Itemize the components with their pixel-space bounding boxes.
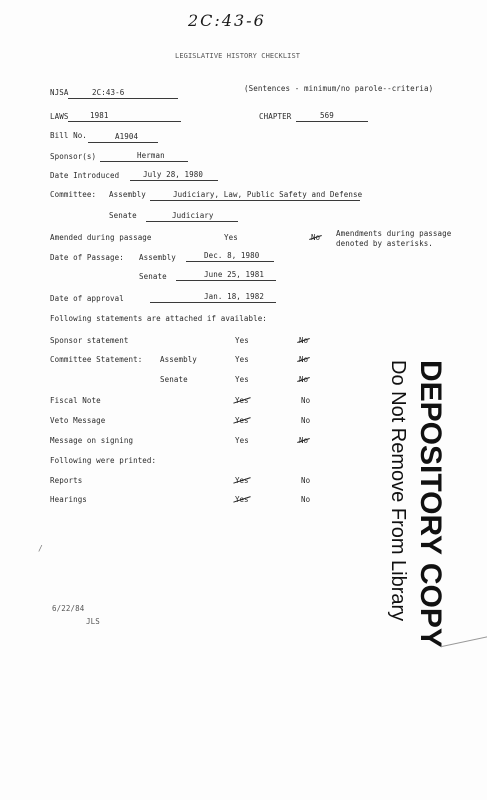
passage-senate-value: June 25, 1981: [204, 270, 264, 279]
attached-heading: Following statements are attached if available:: [50, 314, 267, 323]
row-message-signing-yes: Yes: [235, 436, 249, 445]
row-fiscal-note-no: No: [301, 396, 311, 405]
row-message-signing-no-struck: No: [299, 436, 309, 445]
row-fiscal-note-label: Fiscal Note: [50, 396, 101, 405]
printed-hearings-label: Hearings: [50, 495, 87, 504]
laws-value: 1981: [90, 111, 109, 120]
row-veto-message-yes-struck: Yes: [235, 416, 249, 425]
page-title: LEGISLATIVE HISTORY CHECKLIST: [175, 52, 301, 60]
printed-reports-no: No: [301, 476, 311, 485]
approval-underline: [150, 302, 276, 303]
date-introduced-label: Date Introduced: [50, 171, 120, 180]
row-veto-message-no: No: [301, 416, 311, 425]
row-committee-assembly-yes: Yes: [235, 355, 249, 364]
passage-senate-underline: [176, 280, 276, 281]
printed-heading: Following were printed:: [50, 456, 157, 465]
committee-assembly-label: Assembly: [109, 190, 146, 199]
amended-label: Amended during passage: [50, 233, 152, 242]
committee-senate-value: Judiciary: [172, 211, 214, 220]
handwritten-call-number: 2C:43-6: [188, 11, 266, 30]
scan-tick-mark: /: [38, 544, 43, 553]
row-message-signing-label: Message on signing: [50, 436, 134, 445]
bill-label: Bill No.: [50, 131, 87, 140]
printed-hearings-no: No: [301, 495, 311, 504]
njsa-underline: [68, 98, 178, 99]
row-committee-assembly-no-struck: No: [299, 355, 309, 364]
stamp-line-do-not-remove: Do Not Remove From Library: [387, 360, 409, 622]
row-committee-senate-no-struck: No: [299, 375, 309, 384]
committee-senate-underline: [146, 221, 238, 222]
laws-label: LAWS: [50, 112, 69, 121]
stamp-line-depository: DEPOSITORY COPY: [414, 360, 447, 648]
amended-no-struck: No: [311, 233, 321, 242]
sponsor-underline: [100, 161, 188, 162]
approval-label: Date of approval: [50, 294, 124, 303]
committee-senate-label: Senate: [109, 211, 137, 220]
row-committee-assembly-label: Assembly: [160, 355, 197, 364]
date-introduced-value: July 28, 1980: [143, 170, 203, 179]
passage-assembly-underline: [186, 261, 274, 262]
committee-assembly-value: Judiciary, Law, Public Safety and Defense: [173, 190, 363, 199]
passage-label: Date of Passage:: [50, 253, 124, 262]
njsa-label: NJSA: [50, 88, 69, 97]
row-sponsor-statement-yes: Yes: [235, 336, 249, 345]
bill-underline: [88, 142, 158, 143]
chapter-value: 569: [320, 111, 334, 120]
amended-note-line1: Amendments during passage: [336, 229, 452, 238]
chapter-label: CHAPTER: [259, 112, 292, 121]
scan-edge-line: [441, 634, 487, 647]
amended-yes: Yes: [224, 233, 238, 242]
row-fiscal-note-yes-struck: Yes: [235, 396, 249, 405]
passage-assembly-label: Assembly: [139, 253, 176, 262]
njsa-note: (Sentences - minimum/no parole--criteria): [244, 84, 434, 93]
row-committee-senate-yes: Yes: [235, 375, 249, 384]
sponsor-value: Herman: [137, 151, 165, 160]
row-sponsor-statement-no-struck: No: [299, 336, 309, 345]
passage-assembly-value: Dec. 8, 1980: [204, 251, 260, 260]
committee-label: Committee:: [50, 190, 97, 199]
bill-value: A1904: [115, 132, 139, 141]
chapter-underline: [296, 121, 368, 122]
printed-reports-label: Reports: [50, 476, 83, 485]
depository-stamp: [351, 360, 447, 648]
date-introduced-underline: [130, 180, 218, 181]
footer-date: 6/22/84: [52, 604, 85, 613]
committee-assembly-underline: [150, 200, 360, 201]
row-sponsor-statement-label: Sponsor statement: [50, 336, 129, 345]
amended-note-line2: denoted by asterisks.: [336, 239, 433, 248]
passage-senate-label: Senate: [139, 272, 167, 281]
laws-underline: [68, 121, 181, 122]
row-committee-senate-label: Senate: [160, 375, 188, 384]
printed-reports-yes-struck: Yes: [235, 476, 249, 485]
row-committee-statement-label: Committee Statement:: [50, 355, 143, 364]
approval-value: Jan. 18, 1982: [204, 292, 264, 301]
printed-hearings-yes-struck: Yes: [235, 495, 249, 504]
sponsor-label: Sponsor(s): [50, 152, 97, 161]
footer-initials: JLS: [86, 617, 100, 626]
njsa-value: 2C:43-6: [92, 88, 125, 97]
row-veto-message-label: Veto Message: [50, 416, 106, 425]
